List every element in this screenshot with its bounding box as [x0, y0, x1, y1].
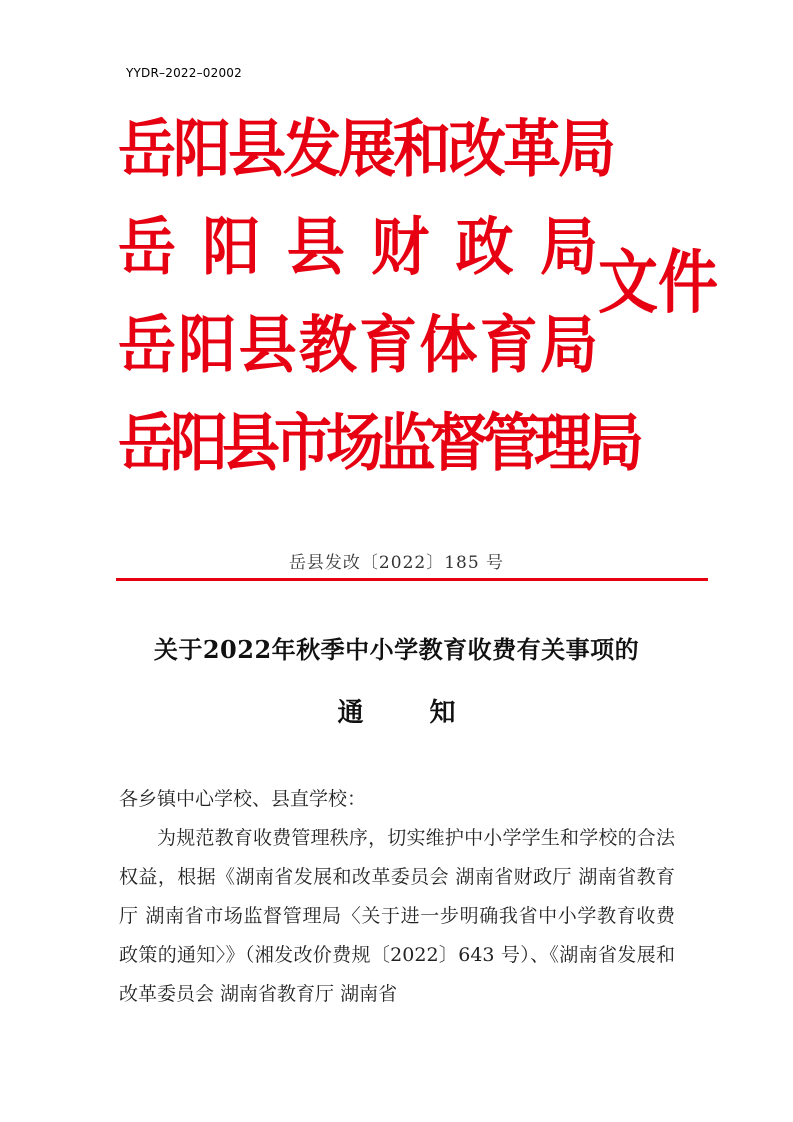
issuer-char: 岳 — [118, 308, 177, 382]
issuer-char: 局 — [539, 308, 598, 382]
notice-title: 关于2022年秋季中小学教育收费有关事项的 — [153, 635, 640, 664]
issuer-char: 财 — [371, 210, 430, 284]
issuer-education-sports-bureau — [118, 292, 598, 398]
issuer-name: 岳阳县市场监督管理局 — [118, 406, 639, 480]
issuing-authorities — [118, 100, 639, 492]
issuer-char: 阳 — [178, 308, 237, 382]
issuer-char: 教 — [298, 308, 357, 382]
issuer-char: 育 — [359, 308, 418, 382]
notice-body — [119, 780, 675, 1014]
issuer-char: 育 — [479, 308, 538, 382]
issuer-char: 体 — [419, 308, 478, 382]
issuer-char: 县 — [286, 210, 345, 284]
issuer-char: 岳 — [118, 210, 177, 284]
salutation: 各乡镇中心学校、县直学校： — [119, 788, 367, 810]
red-divider — [116, 578, 708, 581]
issuer-finance-bureau — [118, 194, 598, 300]
body-paragraph: 为规范教育收费管理秩序，切实维护中小学学生和学校的合法权益，根据《湖南省发展和改革委员会 湖南省财政厅 湖南省教育厅 湖南省市场监督管理局〈关于进一步明确我省中小学教育收费政策的通知〉》（湘发改价费规〔2022〕643 号）、《湖南省发展和改革委员会 湖南省教育厅 湖南省 — [119, 827, 675, 1005]
issuer-char: 政 — [455, 210, 514, 284]
issuer-name: 岳阳县发展和改革局 — [118, 112, 614, 186]
issuer-char: 局 — [539, 210, 598, 284]
document-code: YYDR–2022–02002 — [126, 66, 242, 80]
issuer-development-reform-bureau — [118, 96, 614, 202]
issuer-market-supervision-bureau — [118, 390, 639, 496]
document-suffix: 文件 — [598, 242, 718, 324]
document-number: 岳县发改〔2022〕185 号 — [288, 553, 505, 573]
issuer-char: 县 — [238, 308, 297, 382]
notice-title-suffix: 通知 — [337, 698, 522, 728]
issuer-char: 阳 — [202, 210, 261, 284]
